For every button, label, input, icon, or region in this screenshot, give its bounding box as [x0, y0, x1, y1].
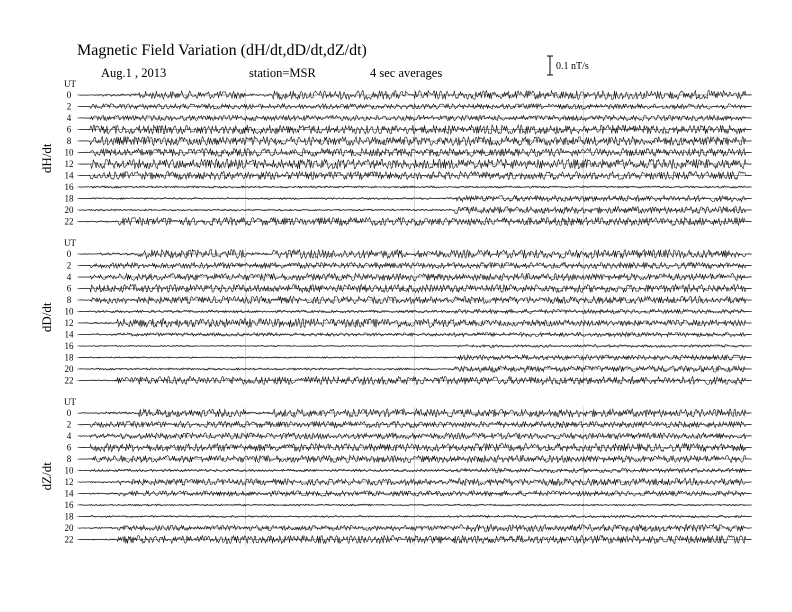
row-label: 8 — [66, 454, 72, 464]
row-label: 8 — [66, 136, 72, 146]
row-label: 16 — [64, 182, 74, 192]
panel-2 — [39, 238, 752, 387]
panel-label: dH/dt — [39, 143, 54, 174]
row-label: 6 — [66, 124, 72, 135]
row-label: 20 — [64, 523, 74, 533]
row-label: 6 — [66, 442, 72, 453]
panel-3 — [39, 397, 752, 546]
row-label: 14 — [64, 170, 74, 181]
scale-bar-label: 0.1 nT/s — [556, 61, 589, 72]
row-label: 12 — [64, 159, 74, 169]
row-label: 4 — [66, 113, 72, 123]
row-label: 22 — [64, 534, 74, 545]
row-label: 10 — [64, 306, 74, 317]
row-label: 12 — [64, 477, 74, 487]
row-label: 18 — [64, 352, 74, 363]
averaging-label: 4 sec averages — [370, 66, 443, 80]
row-label: 20 — [64, 364, 74, 374]
ut-label: UT — [64, 397, 76, 407]
scale-bar — [547, 56, 589, 75]
row-label: 2 — [66, 419, 72, 430]
row-label: 2 — [66, 101, 72, 112]
row-label: 10 — [64, 465, 74, 476]
row-label: 4 — [66, 272, 72, 282]
ut-label: UT — [64, 238, 76, 248]
row-label: 10 — [64, 147, 74, 158]
row-label: 20 — [64, 205, 74, 215]
chart-title: Magnetic Field Variation (dH/dt,dD/dt,dZ/dt) — [77, 42, 367, 59]
panels-group — [39, 79, 752, 546]
row-label: 6 — [66, 283, 72, 294]
row-label: 0 — [66, 408, 72, 418]
row-label: 18 — [64, 511, 74, 522]
row-label: 0 — [66, 90, 72, 100]
panel-label: dZ/dt — [39, 462, 54, 491]
station-label: station=MSR — [249, 66, 316, 80]
ut-label: UT — [64, 79, 76, 89]
row-label: 16 — [64, 500, 74, 510]
row-label: 18 — [64, 193, 74, 204]
row-label: 14 — [64, 488, 74, 499]
row-label: 22 — [64, 375, 74, 386]
row-label: 2 — [66, 260, 72, 271]
row-label: 12 — [64, 318, 74, 328]
panel-label: dD/dt — [39, 302, 54, 333]
row-label: 0 — [66, 249, 72, 259]
row-label: 14 — [64, 329, 74, 340]
row-label: 16 — [64, 341, 74, 351]
panel-1 — [39, 79, 752, 228]
date-label: Aug.1 , 2013 — [101, 66, 167, 80]
row-label: 22 — [64, 216, 74, 227]
row-label: 4 — [66, 431, 72, 441]
row-label: 8 — [66, 295, 72, 305]
trace-row-18 — [79, 355, 751, 360]
